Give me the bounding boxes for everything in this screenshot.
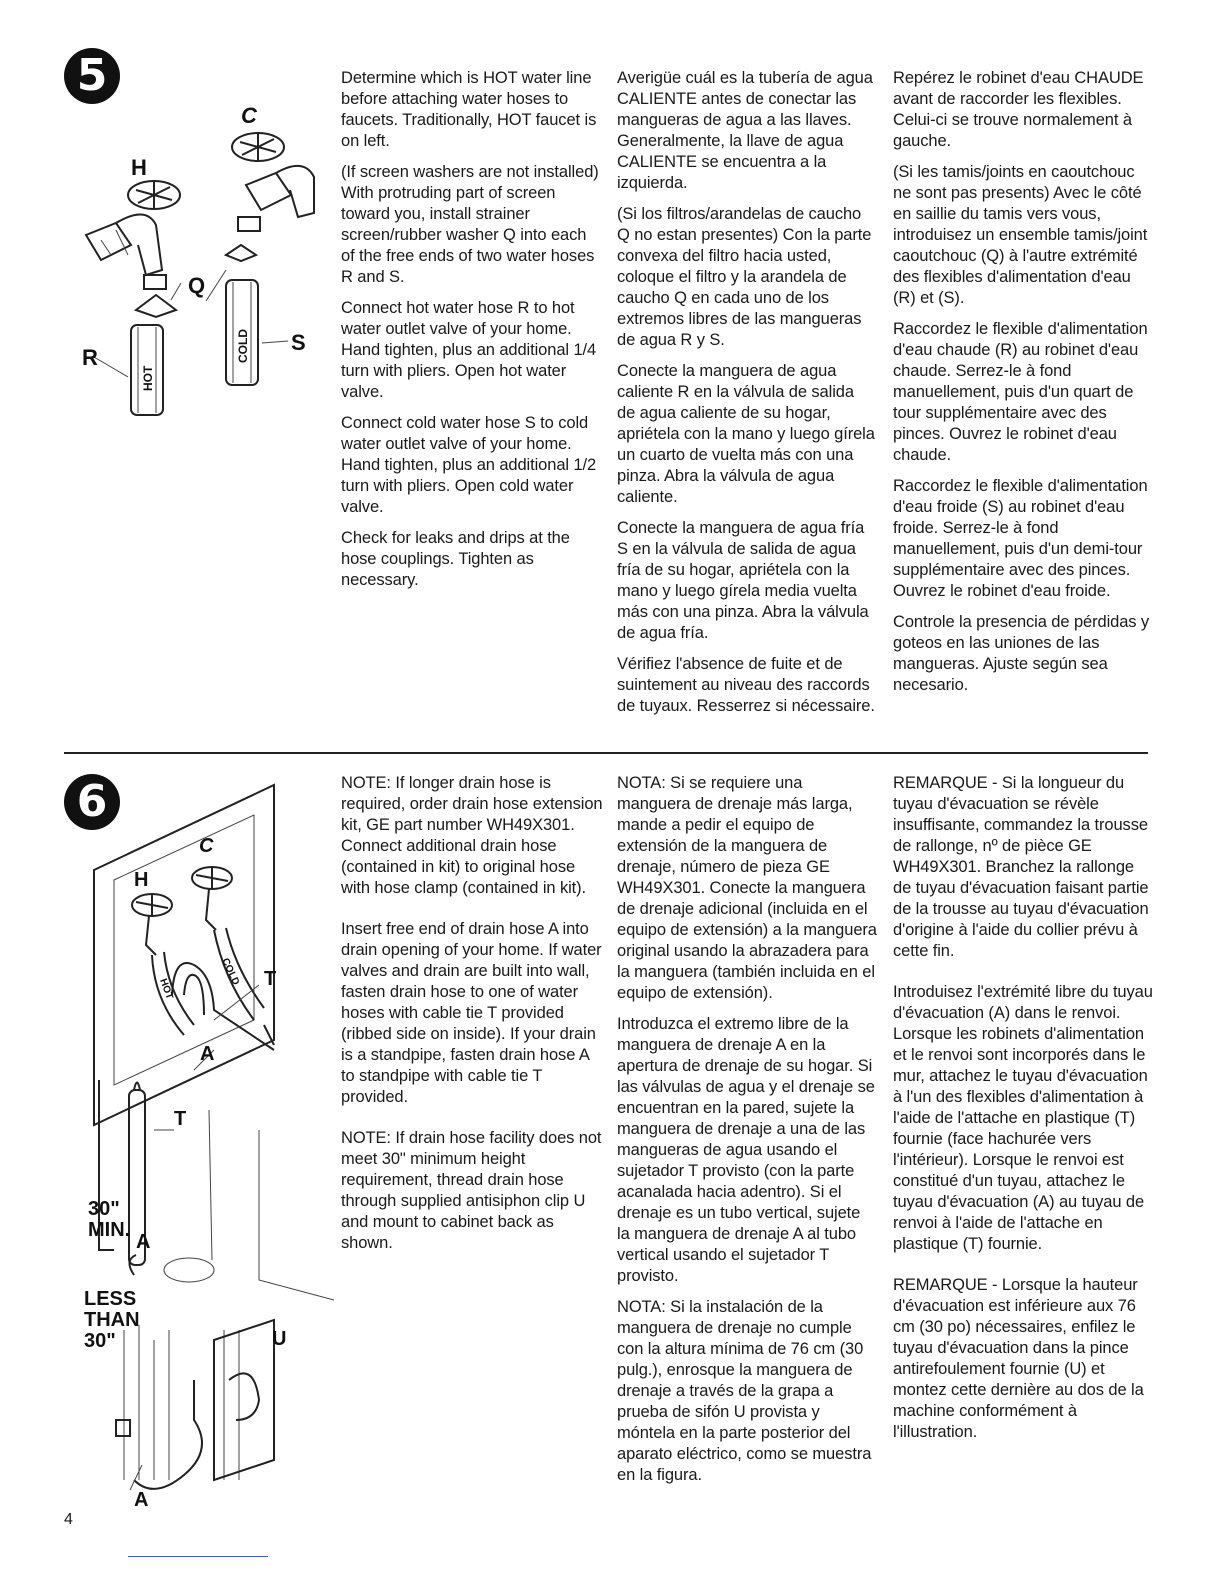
step6-spanish-column: [617, 773, 877, 1496]
less-label: LESS: [84, 1288, 137, 1310]
paragraph: (If screen washers are not installed) With protruding part of screen toward you, install strainer screen/rubber washer Q into each of the free ends of two water hoses R and S.: [341, 163, 599, 286]
paragraph: Introduisez l'extrémité libre du tuyau d'évacuation (A) dans le renvoi. Lorsque les robinets d'alimentation et le renvoi sont incorporés dans le mur, attachez le tuyau d'évacuation à l'un des flexibles d'alimentation à l'aide de l'attache en plastique (T) fournie (face hachurée vers l'intérieur). Lorsque le renvoi est constitué d'un tuyau, attachez le tuyau d'évacuation (A) au tuyau de renvoi à l'aide de l'attache en plastique (T) fournie.: [893, 983, 1153, 1253]
label-a-standpipe: A: [136, 1231, 151, 1253]
step6-english-column: [341, 773, 603, 1264]
footer-link-line: [128, 1556, 268, 1557]
label-a-clip: A: [134, 1489, 149, 1510]
paragraph: NOTA: Si se requiere una manguera de drenaje más larga, mande a pedir el equipo de extensión de la manguera de drenaje, número de pieza GE WH49X301. Conecte la manguera de drenaje adicional (incluida en el equipo de extensión) a la manguera original usando la abrazadera para la manguera (también incluida en el equipo de extensión).: [617, 774, 877, 1002]
label-h: H: [131, 155, 147, 180]
paragraph: Determine which is HOT water line before attaching water hoses to faucets. Traditionally, HOT faucet is on left.: [341, 69, 597, 150]
step6-french-column: [893, 773, 1155, 1453]
step-6-badge: 6: [64, 774, 120, 830]
paragraph: Controle la presencia de pérdidas y goteos en las uniones de las mangueras. Ajuste según sea necesario.: [893, 613, 1150, 694]
faucet-hose-illustration: [76, 95, 326, 425]
label-q: Q: [188, 273, 206, 298]
paragraph: NOTE: If drain hose facility does not meet 30" minimum height requirement, thread drain hose through supplied antisiphon clip U and mount to cabinet back as shown.: [341, 1129, 602, 1252]
min-30-label: 30": [88, 1198, 120, 1220]
paragraph: Connect hot water hose R to hot water outlet valve of your home. Hand tighten, plus an additional 1/4 turn with pliers. Open hot water valve.: [341, 299, 597, 401]
drain-hose-illustration: [64, 780, 334, 1510]
paragraph: Averigüe cuál es la tubería de agua CALIENTE antes de conectar las mangueras de agua a las llaves. Generalmente, la llave de agua CALIENTE se encuentra a la izquierda.: [617, 69, 873, 192]
hot-label: HOT: [157, 977, 175, 1001]
than-label: THAN: [84, 1309, 140, 1331]
label-t: T: [264, 968, 277, 990]
paragraph: NOTE: If longer drain hose is required, order drain hose extension kit, GE part number WH49X301. Connect additional drain hose (contained in kit) to original hose with hose clamp (contained in kit).: [341, 774, 603, 897]
label-c: C: [241, 103, 257, 128]
paragraph: Introduzca el extremo libre de la manguera de drenaje A en la apertura de drenaje de su hogar. Si las válvulas de agua y el drenaje se encuentran en la pared, sujete la manguera de drenaje a una de las mangueras de agua usando el sujetador T provisto (con la parte acanalada hacia adentro). Si el drenaje es un tubo vertical, sujete la manguera de drenaje A al tubo vertical usando el sujetador T provisto.: [617, 1015, 875, 1285]
hot-faucet-drawing: [86, 181, 180, 289]
paragraph: Connect cold water hose S to cold water outlet valve of your home. Hand tighten, plus an additional 1/2 turn with pliers. Open cold water valve.: [341, 414, 597, 516]
paragraph: Check for leaks and drips at the hose couplings. Tighten as necessary.: [341, 529, 570, 589]
paragraph: (Si los filtros/arandelas de caucho Q no estan presentes) Con la parte convexa del filtro hacia usted, coloque el filtro y la arandela de caucho Q en cada uno de los extremos libres de las mangueras de agua R y S.: [617, 205, 872, 349]
less-30-label: 30": [84, 1330, 116, 1352]
step5-french-column: [893, 68, 1155, 706]
paragraph: REMARQUE - Si la longueur du tuyau d'évacuation se révèle insuffisante, commandez la trousse de rallonge, nº de pièce GE WH49X301. Branchez la rallonge de tuyau d'évacuation faisant partie de la trousse au tuyau d'évacuation d'origine à l'aide du collier prévu à cette fin.: [893, 774, 1149, 960]
section-divider: [64, 752, 1148, 754]
paragraph: Raccordez le flexible d'alimentation d'eau froide (S) au robinet d'eau froide. Serrez-le à fond manuellement, puis d'un demi-tour supplémentaire avec des pinces. Ouvrez le robinet d'eau froide.: [893, 477, 1148, 600]
paragraph: NOTA: Si la instalación de la manguera de drenaje no cumple con la altura mínima de 76 cm (30 pulg.), enrosque la manguera de drenaje a través de la grapa a prueba de sifón U provista y móntela en la parte posterior del aparato eléctrico, como se muestra en la figura.: [617, 1298, 872, 1484]
step5-english-column: [341, 68, 599, 601]
label-u: U: [272, 1328, 287, 1350]
paragraph: (Si les tamis/joints en caoutchouc ne sont pas presents) Avec le côté en saillie du tamis vers vous, introduisez un ensemble tamis/joint caoutchouc (Q) à l'autre extrémité des flexibles d'alimentation d'eau (R) et (S).: [893, 163, 1148, 307]
hose-hot-text: HOT: [141, 365, 155, 391]
cold-label: COLD: [219, 956, 242, 987]
paragraph: Raccordez le flexible d'alimentation d'eau chaude (R) au robinet d'eau chaude. Serrez-le à fond manuellement, puis d'un quart de tour supplémentaire avec des pinces. Ouvrez le robinet d'eau chaude.: [893, 320, 1148, 464]
label-s: S: [291, 330, 306, 355]
page-number: 4: [64, 1511, 73, 1528]
step-5-badge: 5: [64, 48, 120, 104]
label-h: H: [134, 869, 149, 891]
label-c: C: [199, 835, 214, 857]
min-label: MIN.: [88, 1219, 131, 1241]
paragraph: Vérifiez l'absence de fuite et de suintement au niveau des raccords de tuyaux. Resserrez si nécessaire.: [617, 655, 875, 715]
cold-faucet-drawing: [232, 133, 314, 231]
hose-cold-text: COLD: [236, 329, 250, 363]
paragraph: Conecte la manguera de agua fría S en la válvula de salida de agua fría de su hogar, apriétela con la mano y luego gírela media vuelta más con una pinza. Abra la válvula de agua fría.: [617, 519, 869, 642]
paragraph: Repérez le robinet d'eau CHAUDE avant de raccorder les flexibles. Celui-ci se trouve normalement à gauche.: [893, 69, 1144, 150]
paragraph: REMARQUE - Lorsque la hauteur d'évacuation est inférieure aux 76 cm (30 po) nécessaires, enfilez le tuyau d'évacuation dans la pince antirefoulement fournie (U) et montez cette dernière au dos de la machine conformément à l'illustration.: [893, 1276, 1144, 1441]
label-t-standpipe: T: [174, 1108, 187, 1130]
label-a: A: [200, 1043, 215, 1065]
label-r: R: [82, 345, 98, 370]
paragraph: Conecte la manguera de agua caliente R en la válvula de salida de agua caliente de su hogar, apriétela con la mano y luego gírela un cuarto de vuelta más con una pinza. Abra la válvula de agua caliente.: [617, 362, 875, 506]
paragraph: Insert free end of drain hose A into drain opening of your home. If water valves and drain are built into wall, fasten drain hose to one of water hoses with cable tie T provided (ribbed side on inside). If your drain is a standpipe, fasten drain hose A to standpipe with cable tie T provided.: [341, 920, 602, 1106]
step5-spanish-column: [617, 68, 875, 727]
